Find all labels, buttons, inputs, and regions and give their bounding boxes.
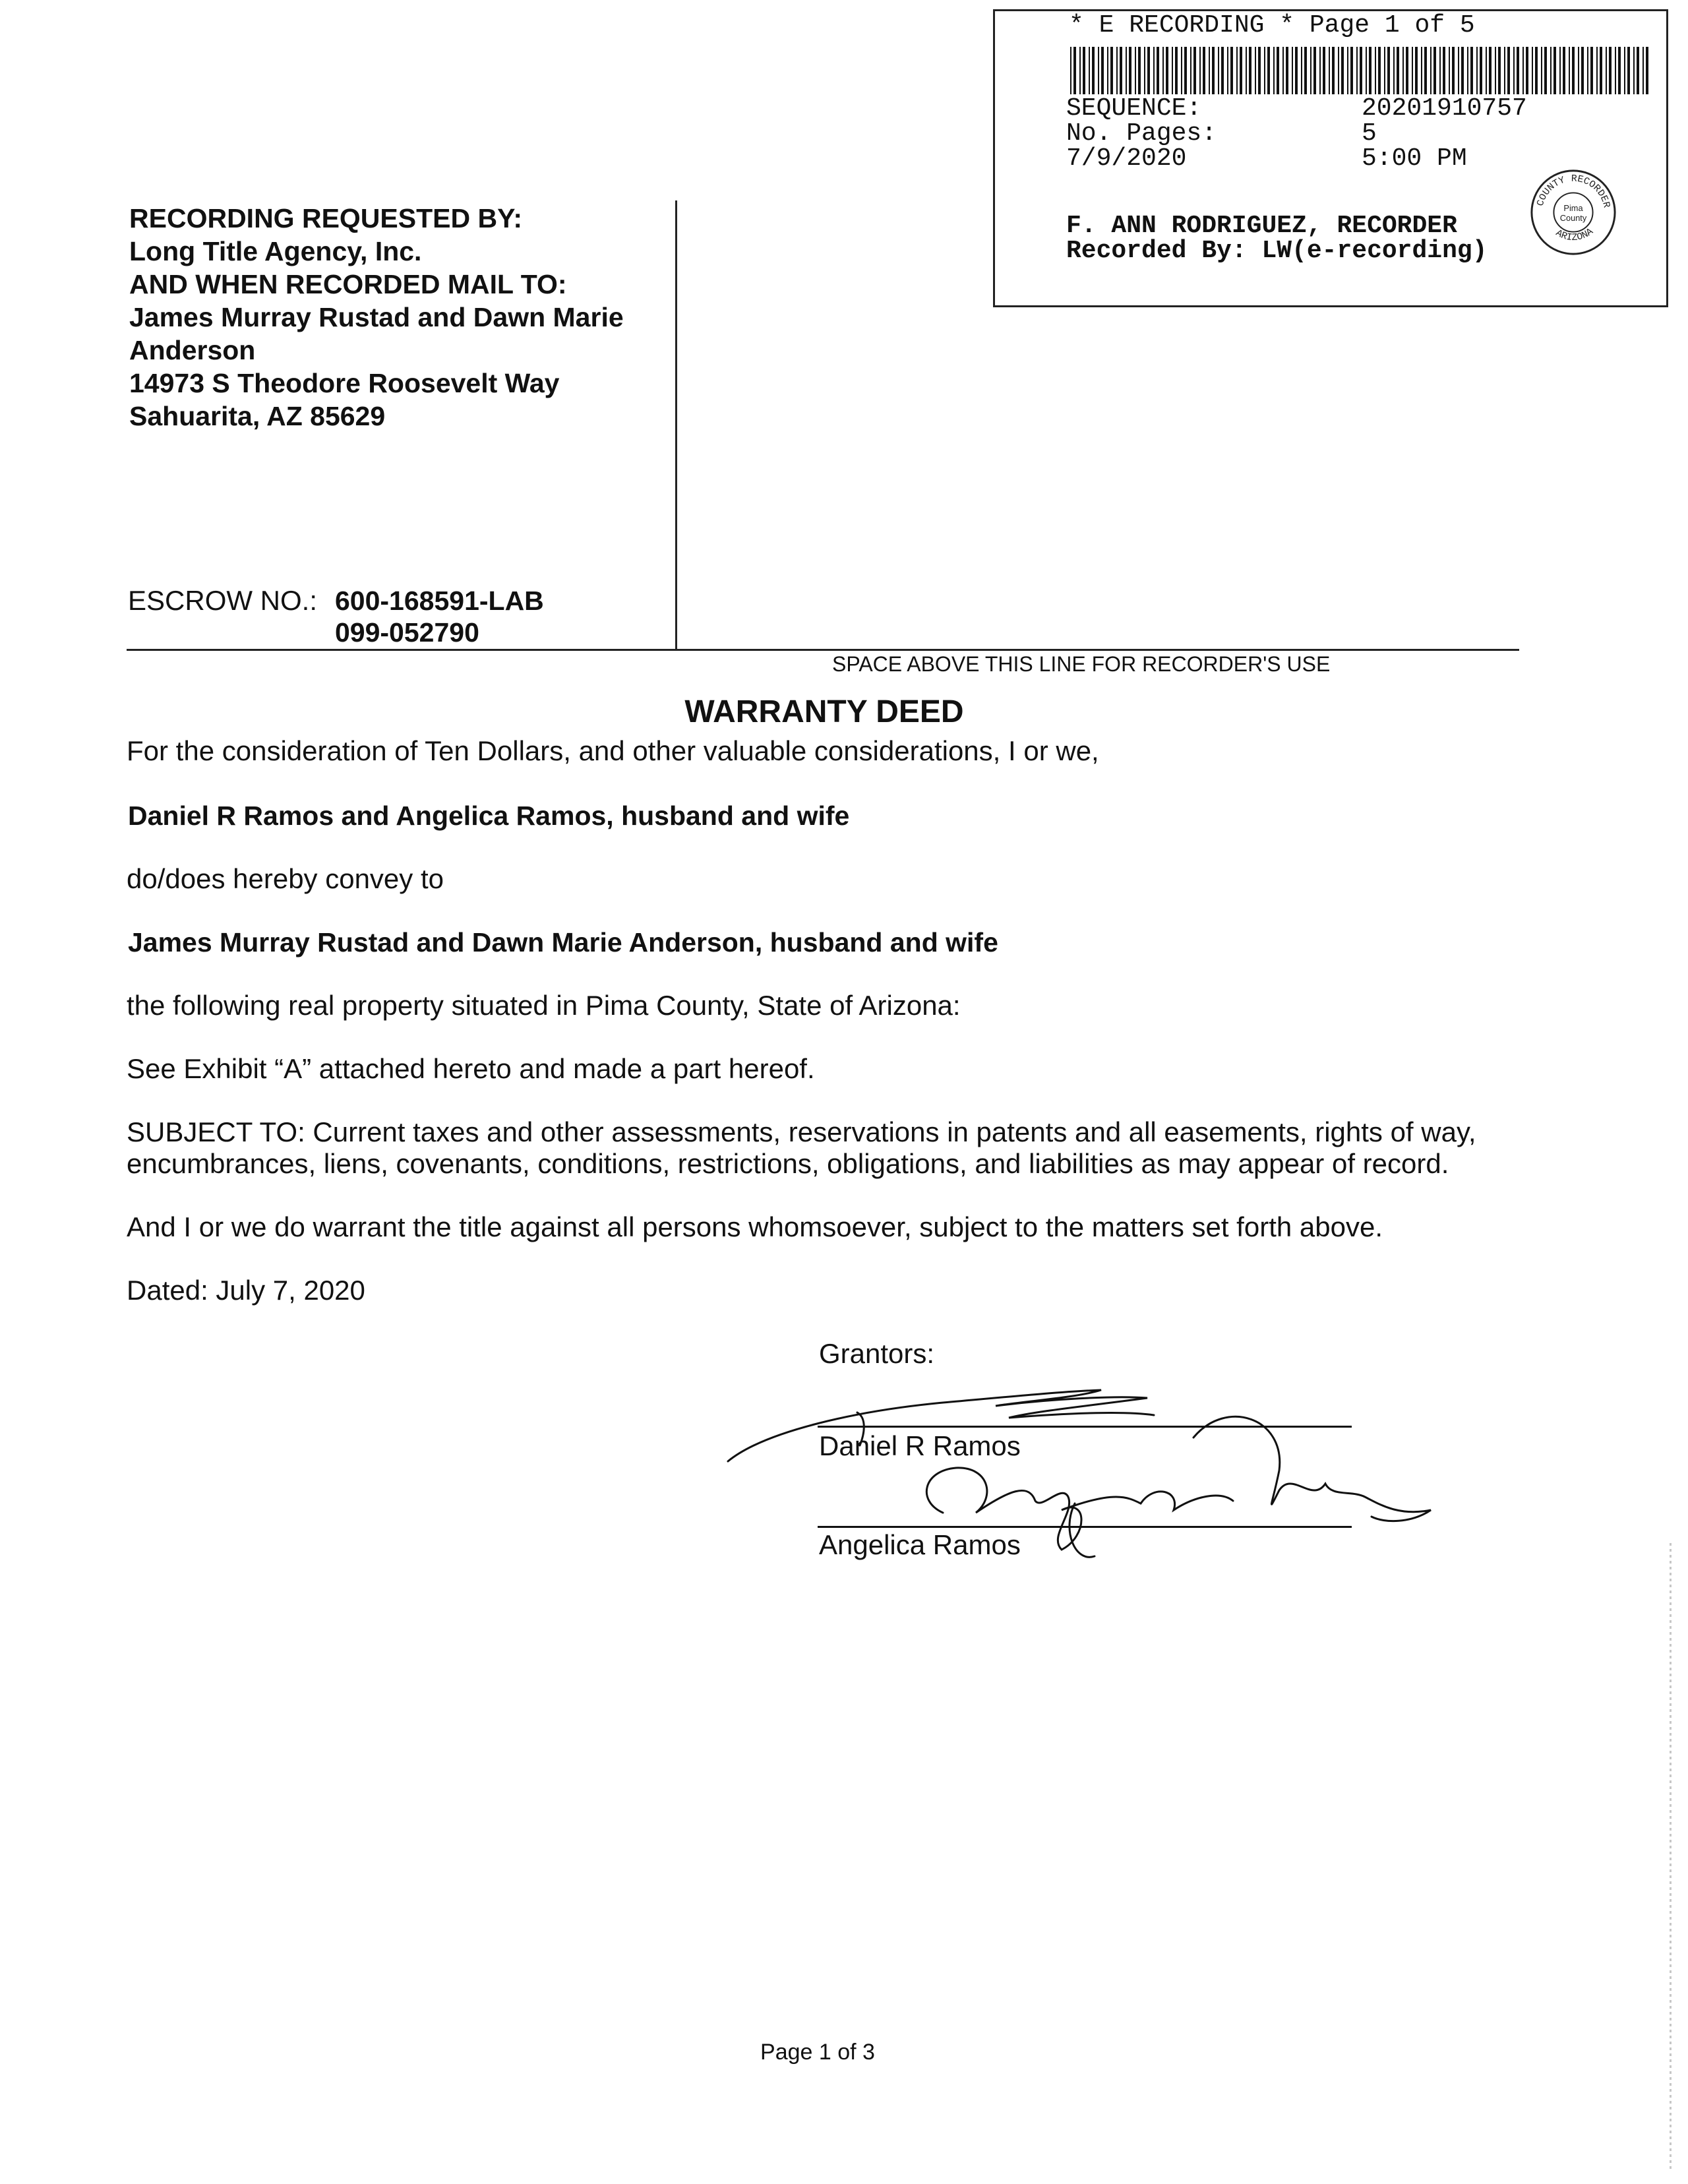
grantors-label: Grantors: — [819, 1338, 935, 1369]
barcode-bar — [1452, 47, 1455, 94]
barcode-bar — [1504, 47, 1505, 94]
sequence-value: 20201910757 — [1362, 94, 1527, 123]
barcode-bar — [1559, 47, 1561, 94]
barcode-bar — [1646, 47, 1648, 94]
warrant-text: And I or we do warrant the title against all persons whomsoever, subject to the matters set forth above. — [127, 1211, 1383, 1242]
sequence-label: SEQUENCE: — [1066, 94, 1202, 123]
barcode-bar — [1116, 47, 1118, 94]
barcode-bar — [1240, 47, 1242, 94]
recorder-stamp — [993, 9, 1668, 307]
barcode-bar — [1449, 47, 1450, 94]
barcode-bar — [1301, 47, 1302, 94]
barcode-bar — [1495, 47, 1496, 94]
barcode-bar — [1098, 47, 1099, 94]
dated-line: Dated: July 7, 2020 — [127, 1275, 365, 1306]
barcode-bar — [1476, 47, 1478, 94]
barcode-bar — [1175, 47, 1178, 94]
svg-text:Pima: Pima — [1563, 203, 1583, 214]
barcode-bar — [1563, 47, 1565, 94]
barcode-bar — [1341, 47, 1344, 94]
barcode-bar — [1553, 47, 1556, 94]
barcode-bar — [1236, 47, 1238, 94]
barcode-bar — [1295, 47, 1298, 94]
barcode-bar — [1443, 47, 1445, 94]
requested-by-label: RECORDING REQUESTED BY: — [129, 203, 523, 233]
barcode-bar — [1292, 47, 1293, 94]
barcode-bar — [1138, 47, 1141, 94]
barcode-bar — [1458, 47, 1459, 94]
mail-to-city: Sahuarita, AZ 85629 — [129, 401, 386, 431]
barcode-bar — [1126, 47, 1127, 94]
escrow-number: 600-168591-LAB — [335, 586, 544, 616]
barcode-bar — [1107, 47, 1108, 94]
barcode-bar — [1618, 47, 1621, 94]
barcode-bar — [1079, 47, 1081, 94]
barcode-bar — [1258, 47, 1261, 94]
barcode-bar — [1572, 47, 1575, 94]
barcode-bar — [1627, 47, 1630, 94]
barcode-bar — [1319, 47, 1321, 94]
barcode-bar — [1387, 47, 1390, 94]
barcode-bar — [1470, 47, 1473, 94]
barcode-bar — [1203, 47, 1205, 94]
barcode-bar — [1332, 47, 1335, 94]
requested-by: Long Title Agency, Inc. — [129, 236, 422, 266]
header-divider-vertical — [675, 200, 677, 649]
barcode-bar — [1532, 47, 1533, 94]
barcode-bar — [1397, 47, 1399, 94]
barcode-bar — [1393, 47, 1395, 94]
barcode-bar — [1181, 47, 1182, 94]
barcode-bar — [1277, 47, 1279, 94]
barcode-bar — [1402, 47, 1404, 94]
barcode-bar — [1366, 47, 1367, 94]
barcode-bar — [1227, 47, 1228, 94]
barcode-bar — [1384, 47, 1385, 94]
barcode-bar — [1421, 47, 1422, 94]
barcode-bar — [1461, 47, 1464, 94]
barcode-bar — [1356, 47, 1358, 94]
barcode-bar — [1144, 47, 1145, 94]
barcode-bar — [1329, 47, 1330, 94]
barcode-bar — [1522, 47, 1524, 94]
barcode-bar — [1147, 47, 1150, 94]
signer-name-1: Daniel R Ramos — [819, 1430, 1021, 1461]
record-date: 7/9/2020 — [1066, 144, 1187, 173]
page-number: Page 1 of 3 — [760, 2040, 875, 2065]
barcode-bar — [1221, 47, 1224, 94]
barcode-bar — [1282, 47, 1284, 94]
barcode-bar — [1157, 47, 1159, 94]
grantees-names: James Murray Rustad and Dawn Marie Anderson, husband and wife — [128, 927, 998, 957]
barcode-bar — [1101, 47, 1104, 94]
barcode-bar — [1230, 47, 1233, 94]
barcode-bar — [1433, 47, 1436, 94]
document-title: WARRANTY DEED — [684, 694, 964, 729]
barcode-bar — [1439, 47, 1441, 94]
recorded-by: Recorded By: LW(e-recording) — [1066, 237, 1488, 265]
barcode-bar — [1517, 47, 1519, 94]
barcode-bar — [1135, 47, 1136, 94]
mail-to-name-cont: Anderson — [129, 335, 256, 365]
barcode-bar — [1633, 47, 1635, 94]
property-location-text: the following real property situated in Pima County, State of Arizona: — [127, 990, 961, 1021]
barcode-bar — [1375, 47, 1376, 94]
barcode-bar — [1600, 47, 1602, 94]
barcode-bar — [1578, 47, 1579, 94]
convey-text: do/does hereby convey to — [127, 863, 444, 894]
barcode-bar — [1587, 47, 1588, 94]
svg-text:County: County — [1559, 212, 1587, 223]
pages-label: No. Pages: — [1066, 119, 1217, 148]
barcode-bar — [1590, 47, 1593, 94]
barcode-bar — [1264, 47, 1265, 94]
barcode-bar — [1199, 47, 1201, 94]
svg-text:COUNTY RECORDER: COUNTY RECORDER — [1535, 173, 1612, 209]
signer-name-2: Angelica Ramos — [819, 1529, 1021, 1560]
recorder-space-note: SPACE ABOVE THIS LINE FOR RECORDER'S USE — [832, 652, 1331, 676]
barcode-bar — [1498, 47, 1501, 94]
consideration-text: For the consideration of Ten Dollars, and other valuable considerations, I or we, — [127, 735, 1099, 766]
barcode-bar — [1569, 47, 1570, 94]
escrow-number-2: 099-052790 — [335, 617, 479, 648]
barcode-bar — [1313, 47, 1316, 94]
barcode-bar — [1323, 47, 1325, 94]
subject-to-line-2: encumbrances, liens, covenants, conditions, restrictions, obligations, and liabilities as may appear of record. — [127, 1148, 1449, 1179]
mail-to-name: James Murray Rustad and Dawn Marie — [129, 302, 624, 332]
barcode-bar — [1153, 47, 1155, 94]
barcode-bar — [1615, 47, 1616, 94]
barcode-bar — [1304, 47, 1307, 94]
barcode-bar — [1190, 47, 1191, 94]
barcode-bar — [1480, 47, 1482, 94]
barcode-bar — [1544, 47, 1547, 94]
mail-to-label: AND WHEN RECORDED MAIL TO: — [129, 269, 567, 299]
recorder-space-line — [127, 649, 1519, 651]
barcode-bar — [1489, 47, 1492, 94]
barcode-bar — [1350, 47, 1353, 94]
barcode-bar — [1406, 47, 1408, 94]
recorder-name: F. ANN RODRIGUEZ, RECORDER — [1066, 212, 1457, 240]
barcode-bar — [1172, 47, 1173, 94]
barcode-bar — [1467, 47, 1468, 94]
stamp-title: * E RECORDING * Page 1 of 5 — [1069, 11, 1475, 40]
record-time: 5:00 PM — [1362, 144, 1467, 173]
barcode-bar — [1550, 47, 1552, 94]
barcode-bar — [1166, 47, 1168, 94]
barcode-bar — [1609, 47, 1612, 94]
barcode-bar — [1218, 47, 1219, 94]
handwritten-signatures — [719, 1372, 1484, 1569]
barcode-bar — [1415, 47, 1418, 94]
barcode-bar — [1535, 47, 1538, 94]
barcode-bar — [1606, 47, 1607, 94]
barcode-bar — [1273, 47, 1275, 94]
barcode-bar — [1193, 47, 1196, 94]
barcode-bar — [1369, 47, 1372, 94]
county-seal-icon — [1528, 167, 1619, 258]
barcode-bar — [1338, 47, 1339, 94]
barcode-bar — [1129, 47, 1131, 94]
barcode-bar — [1120, 47, 1122, 94]
barcode-bar — [1581, 47, 1584, 94]
barcode-bar — [1507, 47, 1510, 94]
barcode-bar — [1255, 47, 1256, 94]
barcode-bar — [1286, 47, 1288, 94]
grantors-names: Daniel R Ramos and Angelica Ramos, husband and wife — [128, 801, 850, 831]
barcode-bar — [1412, 47, 1413, 94]
barcode-bar — [1073, 47, 1076, 94]
barcode-bar — [1541, 47, 1542, 94]
barcode-bar — [1162, 47, 1164, 94]
barcode-bar — [1070, 47, 1071, 94]
svg-text:ARIZONA: ARIZONA — [1553, 226, 1596, 244]
pages-value: 5 — [1362, 119, 1377, 148]
barcode-bar — [1624, 47, 1625, 94]
barcode-bar — [1110, 47, 1113, 94]
subject-to-line-1: SUBJECT TO: Current taxes and other assessments, reservations in patents and all easements, rights of way, — [127, 1116, 1476, 1147]
scan-edge-artifact — [1670, 1543, 1672, 2169]
barcode-bar — [1083, 47, 1085, 94]
barcode-bar — [1360, 47, 1362, 94]
barcode-bar — [1596, 47, 1598, 94]
mail-to-address: 14973 S Theodore Roosevelt Way — [129, 368, 560, 398]
barcode-bar — [1092, 47, 1095, 94]
barcode-bar — [1310, 47, 1311, 94]
barcode-bar — [1212, 47, 1215, 94]
barcode-bar — [1184, 47, 1187, 94]
barcode-bar — [1643, 47, 1644, 94]
barcode-bar — [1267, 47, 1270, 94]
barcode-bar — [1347, 47, 1348, 94]
barcode-bar — [1526, 47, 1528, 94]
barcode-bar — [1486, 47, 1487, 94]
barcode-bar — [1089, 47, 1090, 94]
barcode-bar — [1246, 47, 1247, 94]
barcode — [1070, 47, 1650, 94]
barcode-bar — [1430, 47, 1432, 94]
barcode-bar — [1209, 47, 1210, 94]
barcode-bar — [1249, 47, 1251, 94]
barcode-bar — [1424, 47, 1427, 94]
barcode-bar — [1513, 47, 1515, 94]
escrow-label: ESCROW NO.: — [128, 585, 318, 616]
barcode-bar — [1378, 47, 1381, 94]
barcode-bar — [1637, 47, 1639, 94]
exhibit-reference: See Exhibit “A” attached hereto and made a part hereof. — [127, 1053, 815, 1084]
